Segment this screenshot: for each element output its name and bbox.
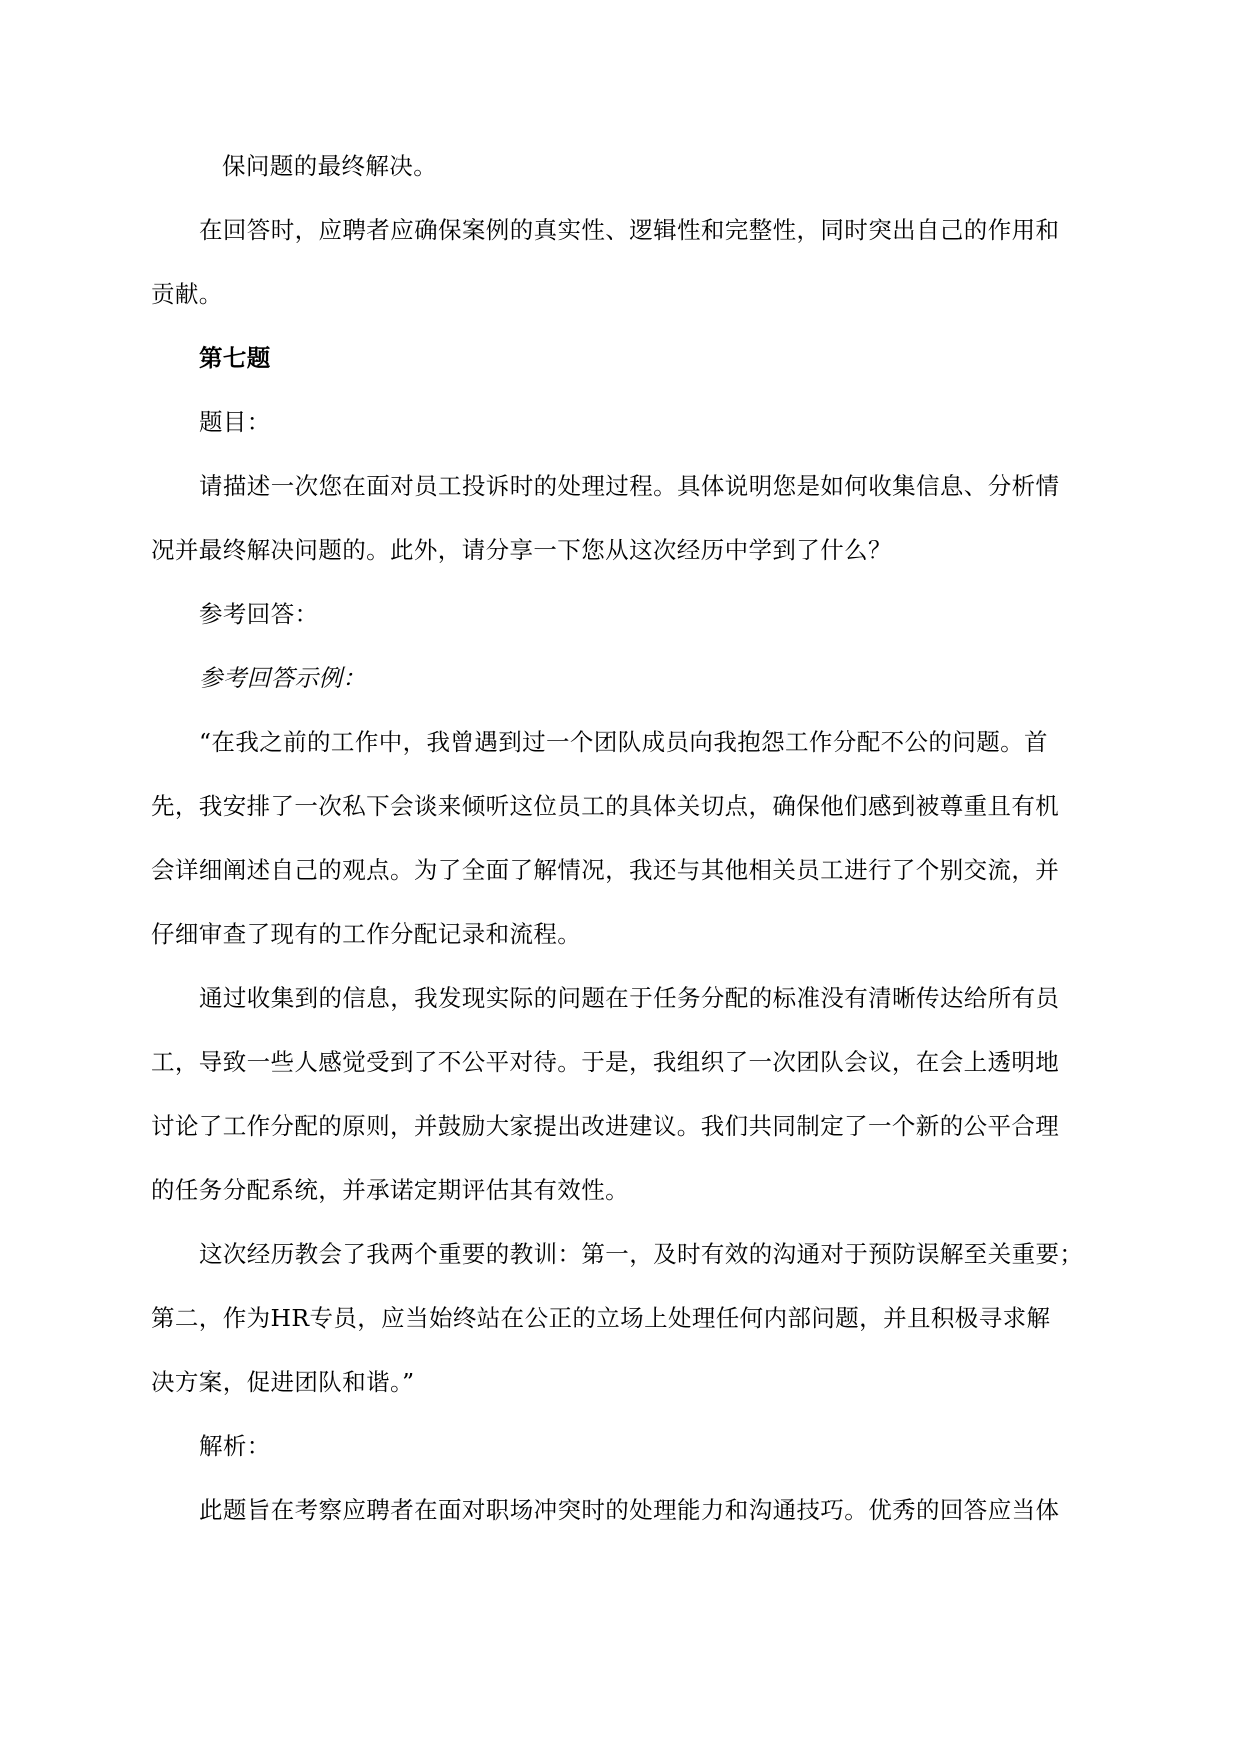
paragraph-line: 的任务分配系统，并承诺定期评估其有效性。	[151, 1176, 629, 1204]
paragraph-line: 仔细审查了现有的工作分配记录和流程。	[151, 920, 582, 948]
answer-label: 参考回答：	[199, 600, 319, 628]
paragraph-line: 第二，作为HR专员，应当始终站在公正的立场上处理任何内部问题，并且积极寻求解	[151, 1304, 1051, 1332]
paragraph-line: 这次经历教会了我两个重要的教训：第一，及时有效的沟通对于预防误解至关重要；	[199, 1240, 1084, 1268]
paragraph-line: 先，我安排了一次私下会谈来倾听这位员工的具体关切点，确保他们感到被尊重且有机	[151, 792, 1060, 820]
paragraph-line: “在我之前的工作中，我曾遇到过一个团队成员向我抱怨工作分配不公的问题。首	[199, 728, 1048, 756]
paragraph-line: 贡献。	[151, 280, 223, 308]
section-heading: 第七题	[199, 344, 271, 372]
paragraph-line: 讨论了工作分配的原则，并鼓励大家提出改进建议。我们共同制定了一个新的公平合理	[151, 1112, 1060, 1140]
analysis-label: 解析：	[199, 1432, 271, 1460]
paragraph-line: 况并最终解决问题的。此外，请分享一下您从这次经历中学到了什么？	[151, 536, 892, 564]
paragraph-line: 在回答时，应聘者应确保案例的真实性、逻辑性和完整性，同时突出自己的作用和	[199, 216, 1060, 244]
paragraph-line: 工，导致一些人感觉受到了不公平对待。于是，我组织了一次团队会议，在会上透明地	[151, 1048, 1060, 1076]
paragraph-line: 保问题的最终解决。	[222, 152, 438, 180]
paragraph-line: 请描述一次您在面对员工投诉时的处理过程。具体说明您是如何收集信息、分析情	[199, 472, 1060, 500]
answer-example-label: 参考回答示例：	[199, 664, 367, 692]
paragraph-line: 通过收集到的信息，我发现实际的问题在于任务分配的标准没有清晰传达给所有员	[199, 984, 1060, 1012]
question-label: 题目：	[199, 408, 271, 436]
paragraph-line: 会详细阐述自己的观点。为了全面了解情况，我还与其他相关员工进行了个别交流，并	[151, 856, 1060, 884]
paragraph-line: 此题旨在考察应聘者在面对职场冲突时的处理能力和沟通技巧。优秀的回答应当体	[199, 1496, 1060, 1524]
paragraph-line: 决方案，促进团队和谐。”	[151, 1368, 415, 1396]
